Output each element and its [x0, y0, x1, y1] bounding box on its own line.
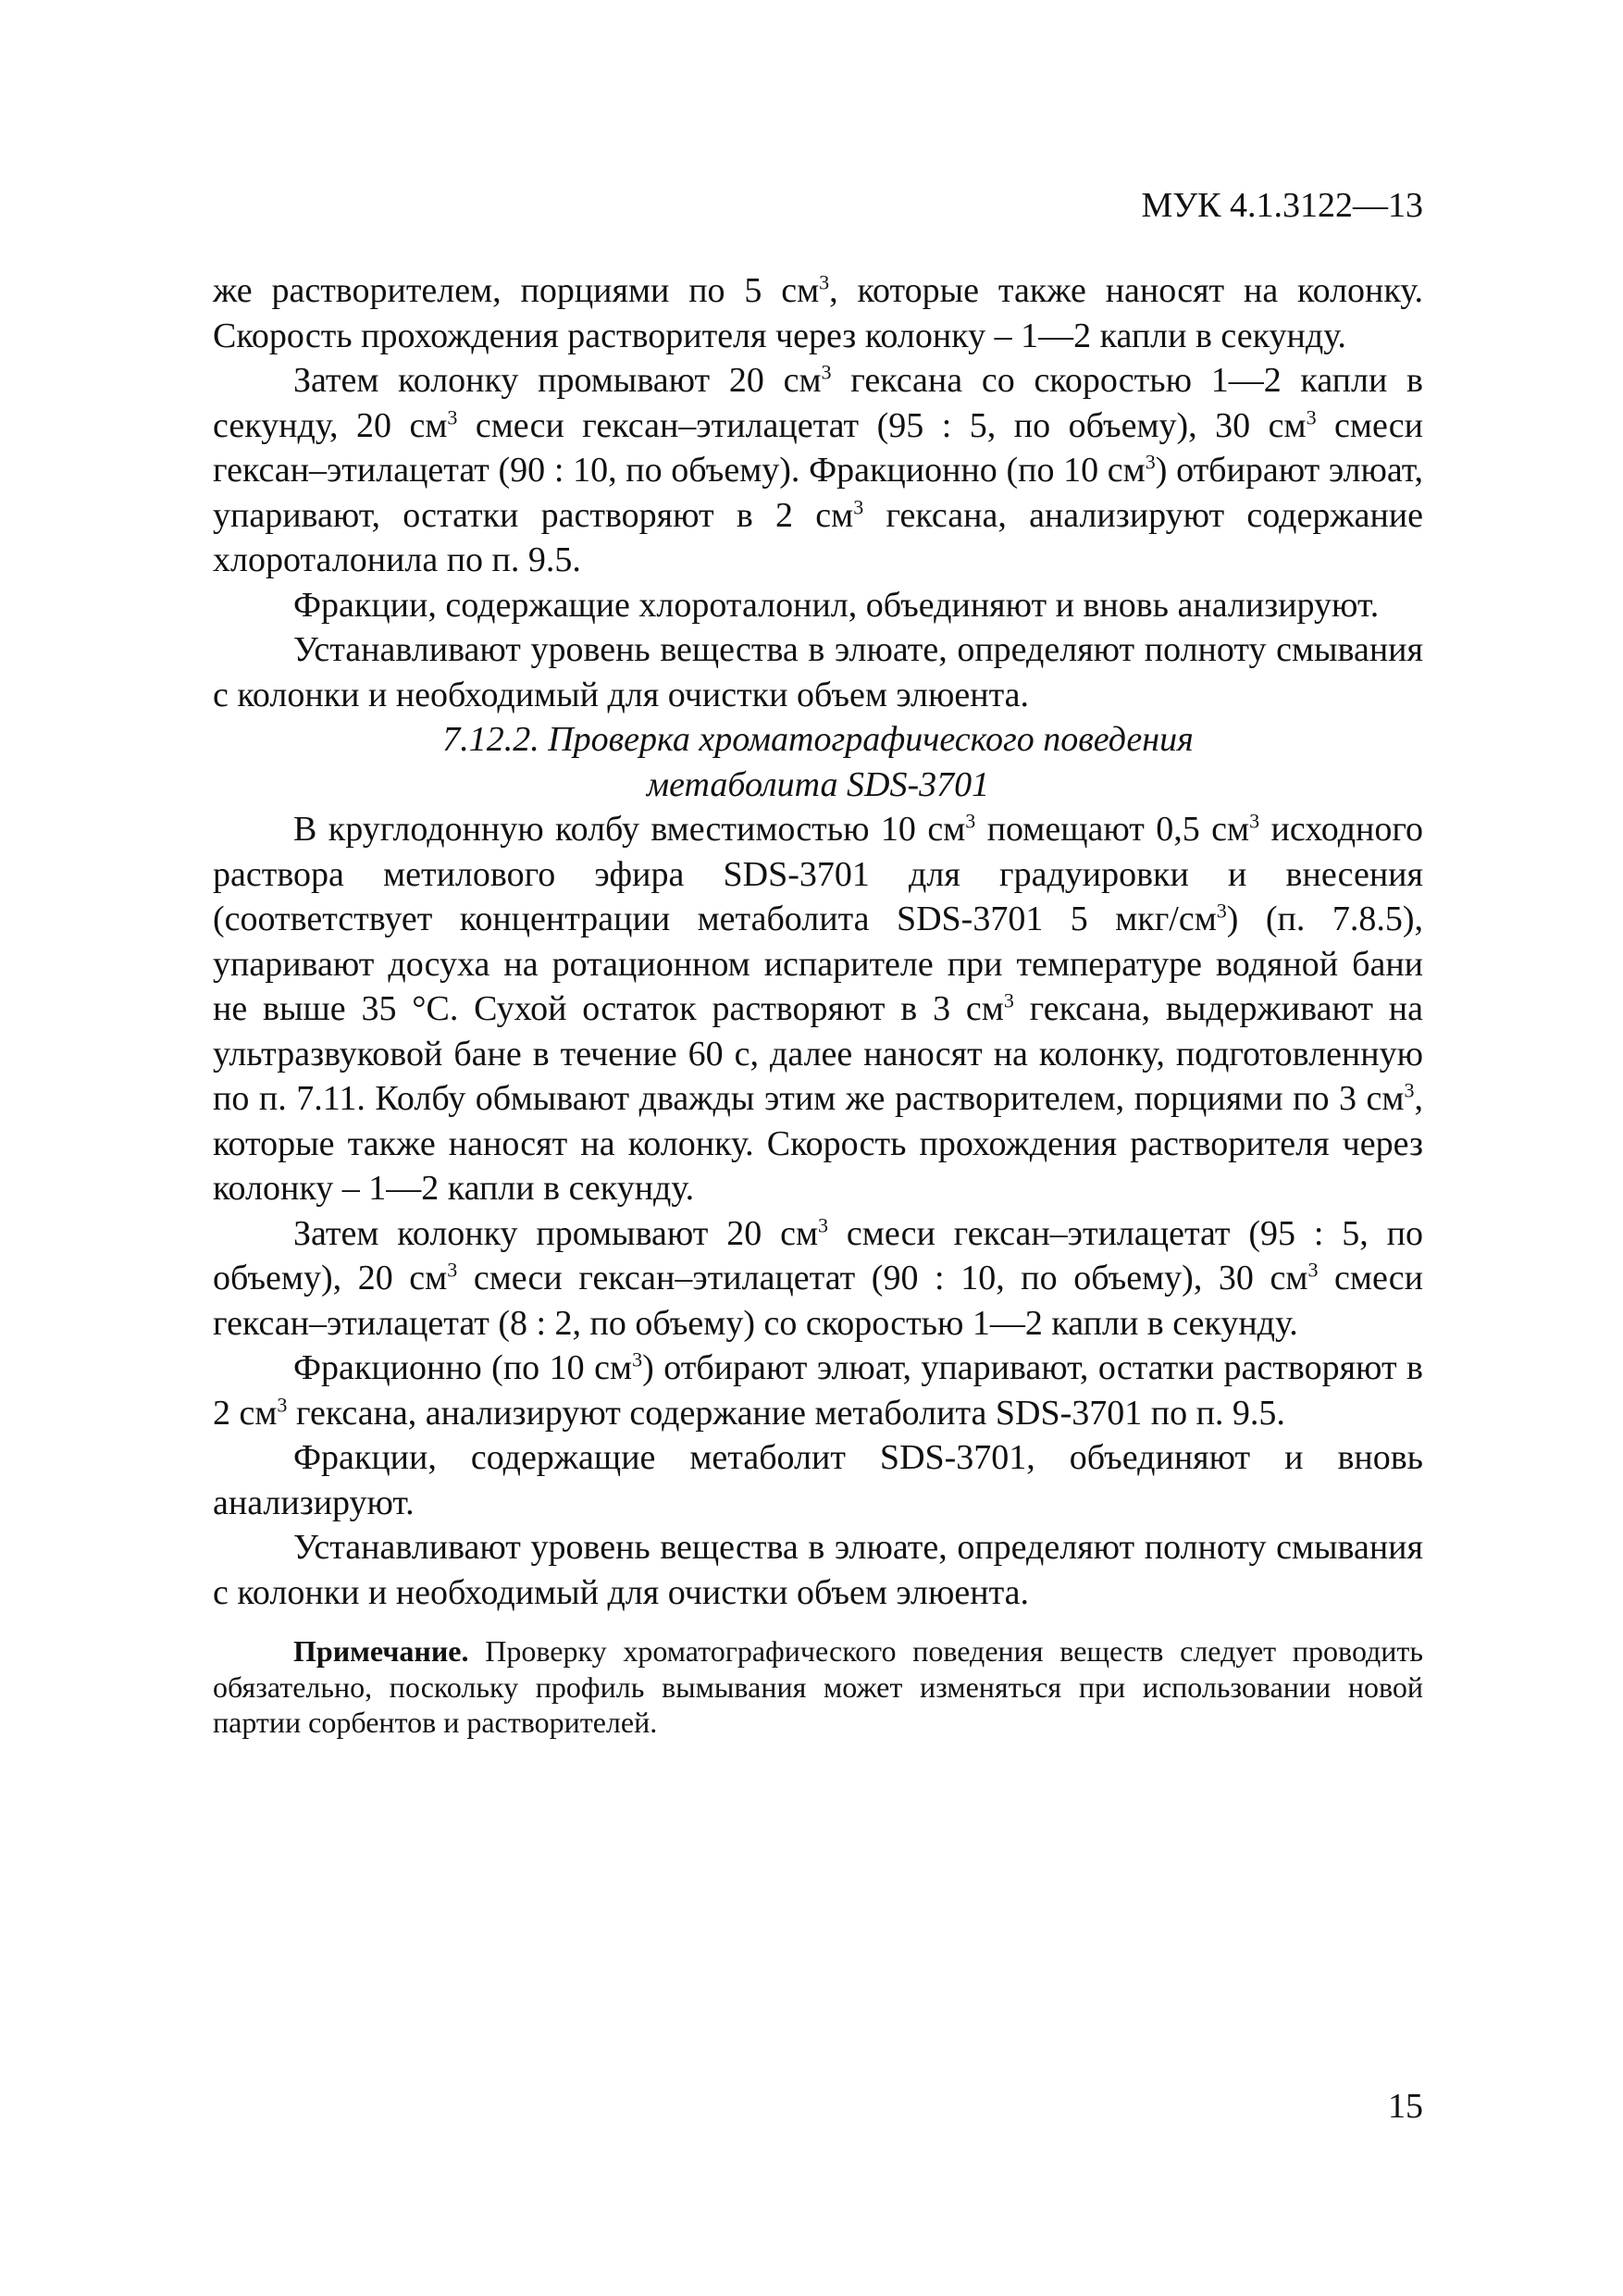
superscript-3: 3: [818, 1212, 829, 1236]
superscript-3: 3: [1307, 1258, 1319, 1282]
superscript-3: 3: [821, 360, 832, 384]
paragraph-3: Фракции, содержащие хлороталонил, объединяют и вновь анализируют.: [293, 585, 1380, 625]
paragraph-4: Устанавливают уровень вещества в элюате, определяют полноту смывания с колонки и необходимый для очистки объем элюента.: [213, 630, 1423, 714]
section-subheading-line-2: метаболита SDS-3701: [646, 764, 990, 804]
page-number: 15: [1388, 2087, 1423, 2126]
paragraph-2: Затем колонку промывают 20 $см^3$ гексана со скоростью 1—2 капли в секунду, 20 $см^3$ смеси гексан–этилацетат (95 : 5, по объему), 30 $см^3$ смеси гексан–этилацетат (90 : 10, по объему). Фракционно (по 10 $см^3$) отбирают элюат, упаривают, остатки растворяют в 2 $см^3$ гексана, анализируют содержание хлороталонила по п. 9.5.: [213, 360, 1423, 579]
superscript-3: 3: [1249, 809, 1260, 833]
superscript-3: 3: [447, 1258, 458, 1282]
superscript-3: 3: [853, 494, 864, 518]
superscript-3: 3: [1003, 988, 1014, 1012]
paragraph-7: Фракционно (по 10 $см^3$) отбирают элюат, упаривают, остатки растворяют в 2 $см^3$ гексана, анализируют содержание метаболита SDS-3701 по п. 9.5.: [213, 1347, 1423, 1433]
superscript-3: 3: [965, 809, 976, 833]
superscript-3: 3: [819, 270, 830, 294]
paragraph-6: Затем колонку промывают 20 $см^3$ смеси гексан–этилацетат (95 : 5, по объему), 20 $см^3$ смеси гексан–этилацетат (90 : 10, по объему), 30 $см^3$ смеси гексан–этилацетат (8 : 2, по объему) со скоростью 1—2 капли в секунду.: [213, 1212, 1423, 1343]
superscript-3: 3: [1216, 899, 1227, 923]
document-number: МУК 4.1.3122—13: [1141, 186, 1423, 225]
superscript-3: 3: [632, 1347, 643, 1371]
page-body: [213, 268, 1423, 1741]
paragraph-5: В круглодонную колбу вместимостью 10 $см^3$ помещают 0,5 $см^3$ исходного раствора метилового эфира SDS-3701 для градуировки и внесения (соответствует концентрации метаболита SDS-3701 5 мкг/$см^3$) (п. 7.8.5), упаривают досуха на ротационном испарителе при температуре водяной бани не выше 35 °С. Сухой остаток растворяют в 3 $см^3$ гексана, выдерживают на ультразвуковой бане в течение 60 с, далее наносят на колонку, подготовленную по п. 7.11. Колбу обмывают дважды этим же растворителем, порциями по 3 $см^3$, которые также наносят на колонку. Скорость прохождения растворителя через колонку – 1—2 капли в секунду.: [213, 809, 1424, 1208]
paragraph-1: же растворителем, порциями по 5 $см^3$, которые также наносят на колонку. Скорость прохождения растворителя через колонку – 1—2 капли в секунду.: [213, 270, 1423, 355]
section-subheading: [213, 717, 1423, 807]
note-label: Примечание.: [293, 1634, 469, 1668]
note-paragraph: [213, 1633, 1423, 1741]
section-subheading-line-1: 7.12.2. Проверка хроматографического поведения: [442, 720, 1194, 759]
superscript-3: 3: [277, 1392, 288, 1416]
superscript-3: 3: [1404, 1078, 1415, 1102]
superscript-3: 3: [447, 404, 458, 428]
page-header: [213, 181, 1423, 230]
superscript-3: 3: [1306, 404, 1317, 428]
superscript-3: 3: [1145, 450, 1156, 474]
page-footer: [213, 2082, 1423, 2130]
note-text: Проверку хроматографического поведения веществ следует проводить обязательно, поскольку профиль вымывания может изменяться при использовании новой партии сорбентов и растворителей.: [213, 1634, 1423, 1739]
paragraph-9: Устанавливают уровень вещества в элюате, определяют полноту смывания с колонки и необходимый для очистки объем элюента.: [213, 1528, 1423, 1612]
paragraph-8: Фракции, содержащие метаболит SDS-3701, объединяют и вновь анализируют.: [213, 1438, 1423, 1522]
